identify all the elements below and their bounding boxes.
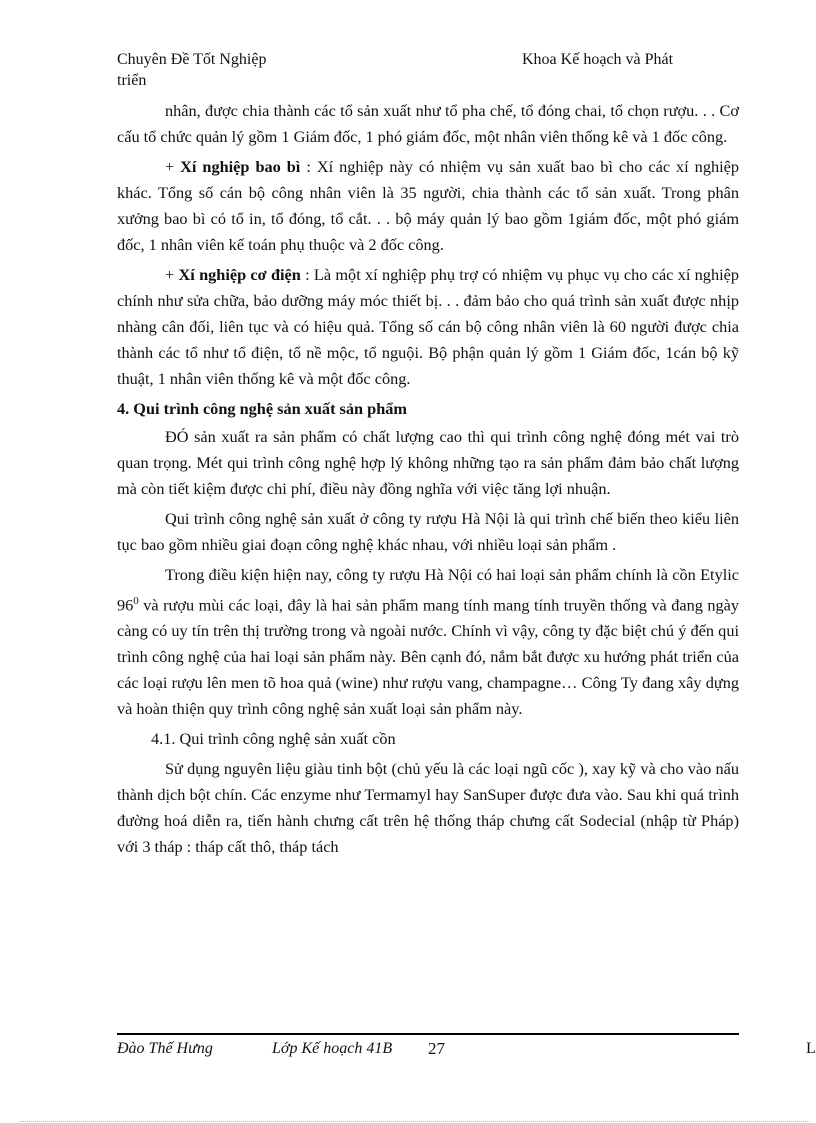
paragraph-2-bold: Xí nghiệp bao bì <box>180 157 301 176</box>
header-right: Khoa Kế hoạch và Phát <box>522 51 674 68</box>
degree-superscript: 0 <box>133 595 139 607</box>
paragraph-7: Sử dụng nguyên liệu giàu tinh bột (chủ yếu là các loại ngũ cốc ), xay kỹ và cho vào nấu thành dịch bột chín. Các enzyme như Termamyl hay SanSuper được đưa vào. Sau khi quá trình đường hoá diễn ra, tiến hành chưng cất trên hệ thống tháp chưng cất Sodecial (nhập từ Pháp) với 3 tháp : tháp cất thô, tháp tách <box>117 759 739 857</box>
paragraph-6 <box>117 562 739 722</box>
paragraph-2 <box>117 154 739 258</box>
paragraph-2-text: : Xí nghiệp này có nhiệm vụ sản xuất bao bì cho các xí nghiệp khác. Tổng số cán bộ công nhân viên là 35 người, chia thành các tổ sản xuất. Trong phân xưởng bao bì có tổ in, tổ đóng, tổ cắt. . . bộ máy quản lý bao gồm 1giám đốc, một phó giám đốc, 1 nhân viên kế toán phụ thuộc và 2 đốc công. <box>117 157 739 254</box>
paragraph-3-prefix: + <box>165 265 179 284</box>
section-heading: 4. Qui trình công nghệ sản xuất sản phẩm <box>117 399 407 418</box>
header-wrap: triển <box>117 72 147 89</box>
subheading: 4.1. Qui trình công nghệ sản xuất cồn <box>151 729 396 749</box>
header-left: Chuyên Đề Tốt Nghiệp <box>117 51 267 68</box>
document-body <box>117 98 739 864</box>
paragraph-1: nhân, được chia thành các tổ sản xuất như tổ pha chế, tổ đóng chai, tổ chọn rượu. . . Cơ cấu tổ chức quản lý gồm 1 Giám đốc, 1 phó giám đốc, một nhân viên thống kê và 1 đốc công. <box>117 101 739 146</box>
paragraph-6-b: và rượu mùi các loại, đây là hai sản phẩm mang tính mang tính truyền thống và đang ngày càng có uy tín trên thị trường trong và ngoài nước. Chính vì vậy, công ty đặc biệt chú ý đến qui trình công nghệ của hai loại sản phẩm này. Bên cạnh đó, nắm bắt được xu hướng phát triển của các loại rượu lên men tõ hoa quả (wine) như rượu vang, champagne… Công Ty đang xây dựng và hoàn thiện quy trình công nghệ sản xuất loại sản phẩm này. <box>117 595 739 719</box>
footer-class: Lớp Kế hoạch 41B <box>272 1040 393 1057</box>
paragraph-4: ĐÓ sản xuất ra sản phẩm có chất lượng cao thì qui trình công nghệ đóng mét vai trò quan trọng. Mét qui trình công nghệ hợp lý không những tạo ra sản phẩm đảm bảo chất lượng mà còn tiết kiệm được chi phí, điều này đồng nghĩa với việc tăng lợi nhuận. <box>117 427 739 498</box>
footer-author: Đào Thế Hưng <box>117 1040 213 1057</box>
page-number: 27 <box>428 1039 445 1058</box>
paragraph-6-a: Trong điều kiện hiện nay, công ty rượu Hà Nội có hai loại sản phẩm chính là cồn Etylic 96 <box>117 565 739 615</box>
page-bottom-divider <box>20 1121 810 1122</box>
paragraph-3 <box>117 262 739 392</box>
paragraph-5: Qui trình công nghệ sản xuất ở công ty rượu Hà Nội là qui trình chế biến theo kiểu liên tục bao gồm nhiều giai đoạn công nghệ khác nhau, với nhiều loại sản phẩm . <box>117 509 739 554</box>
paragraph-2-prefix: + <box>165 157 181 176</box>
paragraph-3-text: : Là một xí nghiệp phụ trợ có nhiệm vụ phục vụ cho các xí nghiệp chính như sửa chữa, bảo dưỡng máy móc thiết bị. . . đảm bảo cho quá trình sản xuất được nhịp nhàng cân đối, liên tục và có hiệu quả. Tổng số cán bộ công nhân viên là 60 người được chia thành các tổ như tổ điện, tổ nề mộc, tổ nguội. Bộ phận quản lý gồm 1 Giám đốc, 1cán bộ kỹ thuật, 1 nhân viên thống kê và một đốc công. <box>117 265 739 388</box>
paragraph-3-bold: Xí nghiệp cơ điện <box>178 265 301 284</box>
footer-edge-text: L <box>806 1040 816 1057</box>
footer-rule <box>117 1033 739 1035</box>
